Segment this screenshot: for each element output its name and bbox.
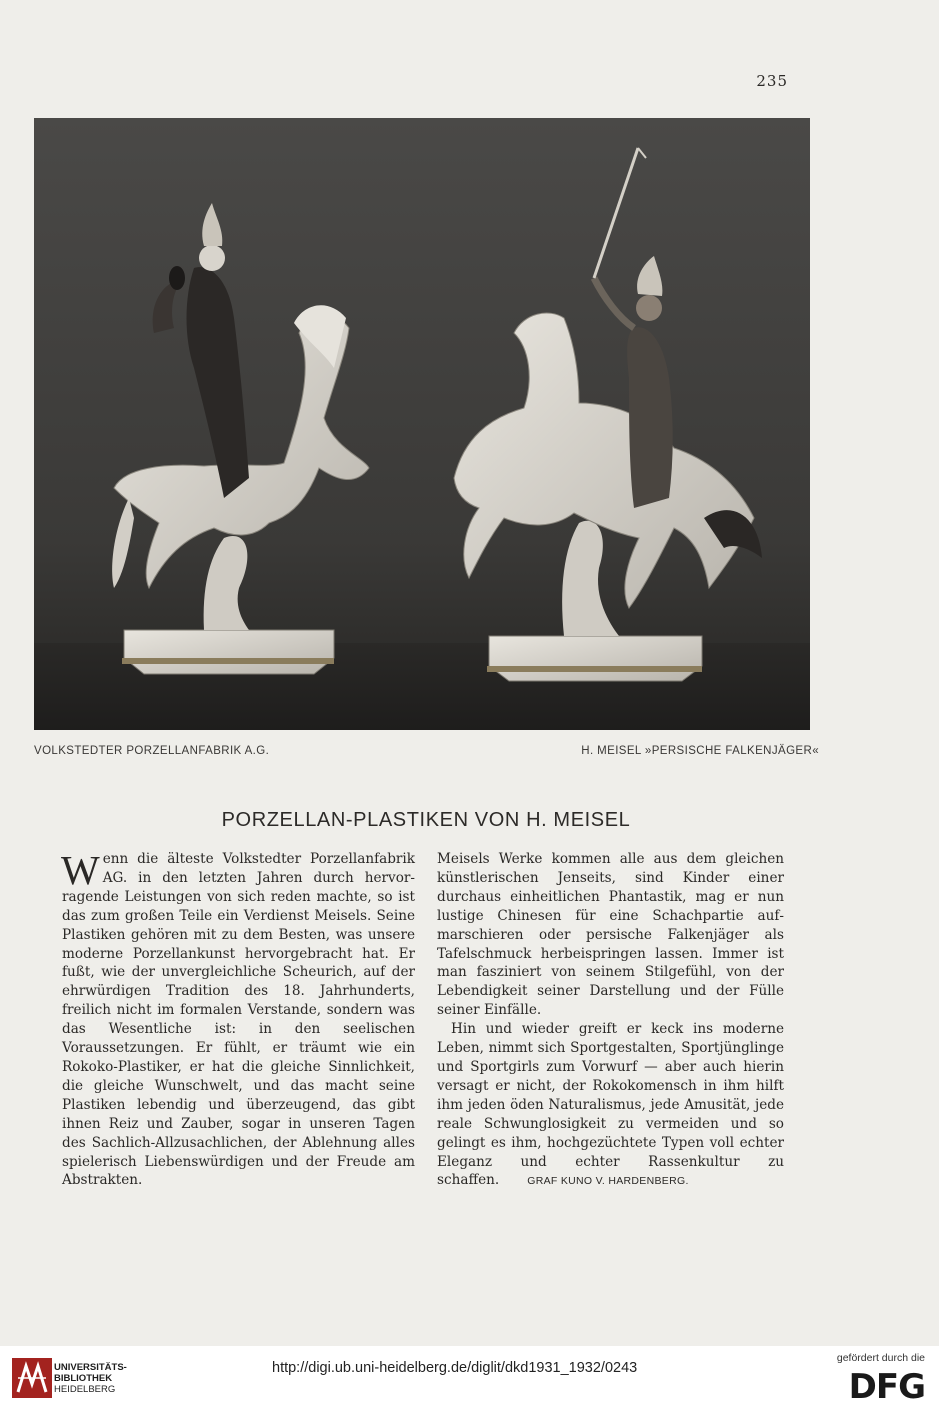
university-library-name (54, 1362, 127, 1395)
library-line-2: BIBLIOTHEK (54, 1373, 113, 1384)
article-column-left (61, 847, 415, 1190)
funder-label: gefördert durch die (836, 1352, 925, 1364)
paragraph-1-text: enn die älteste Volkstedter Porzellanfabrik AG. in den letzten Jahren durch hervorragende Leistungen von sich reden machte, so ist das zum großen Teile ein Verdienst Meisels. Seine Plastiken gehören mit zu dem Besten, was unsere moderne Porzellankunst hervorgebracht hat. Er fußt, wie der unvergleichliche Scheurich, auf der ehrwürdigen Tradition des 18. Jahrhunderts, freilich nicht im formalen Verstande, sondern was das Wesentliche ist: in den seelischen Voraussetzungen. Er fühlt, er träumt wie ein Rokoko-Plastiker, er hat die gleiche Sinnlichkeit, die gleiche Wunschwelt, und das macht seine Plastiken lebendig und überzeugend, das gibt ihnen Reiz und Zauber, sogar in unseren Tagen des Sachlich-Allzusachlichen, der Ablehnung alles spielerisch Liebenswürdigen und der Freude am Abstrakten. (62, 851, 415, 1189)
article-title: PORZELLAN-PLASTIKEN VON H. MEISEL (221, 809, 631, 831)
article-paragraph-3 (437, 1020, 784, 1191)
page-number: 235 (756, 72, 788, 90)
plate-caption-title: H. MEISEL »PERSISCHE FALKENJÄGER« (581, 745, 819, 757)
dfg-logo-icon: DFG (848, 1367, 925, 1407)
plate-caption-manufacturer: VOLKSTEDTER PORZELLANFABRIK A.G. (34, 745, 270, 757)
digitization-footer (0, 1346, 939, 1412)
paragraph-3-text: Hin und wieder greift er keck ins moderne Leben, nimmt sich Sportgestalten, Sportjünglinge und Sportgirls zum Vorwurf — aber auch hierin versagt er nicht, der Rokokomensch in ihm hilft ihm jeden öden Naturalismus, jede Amusität, jede reale Schwunglosigkeit zu vermeiden und so gelingt es ihm, hochgezüchtete Typen voll echter Eleganz und echter Rassenkultur zu schaffen. (437, 1021, 784, 1189)
library-line-3: HEIDELBERG (54, 1384, 116, 1395)
university-library-logo-icon (12, 1358, 52, 1398)
article-column-right (437, 850, 784, 1191)
library-line-1: UNIVERSITÄTS- (54, 1362, 127, 1373)
figures-illustration (34, 118, 810, 730)
article-paragraph-2: Meisels Werke kommen alle aus dem gleichen künstlerischen Jenseits, sind Kinder einer durchaus einheitlichen Phantastik, mag er nun lustige Chinesen für eine Schachpartie aufmarschieren oder persische Falkenjäger als Tafelschmuck herbeispringen lassen. Immer ist man fasziniert von seinem Stilgefühl, von der Lebendigkeit seiner Darstellung und der Fülle seiner Einfälle. (437, 851, 784, 1019)
porcelain-figures-photograph (34, 118, 810, 730)
author-signature: GRAF KUNO V. HARDENBERG. (527, 1175, 689, 1188)
article-paragraph-1 (61, 847, 415, 1190)
permalink-url[interactable]: http://digi.ub.uni-heidelberg.de/diglit/dkd1931_1932/0243 (272, 1360, 638, 1376)
drop-cap: W (61, 847, 100, 893)
